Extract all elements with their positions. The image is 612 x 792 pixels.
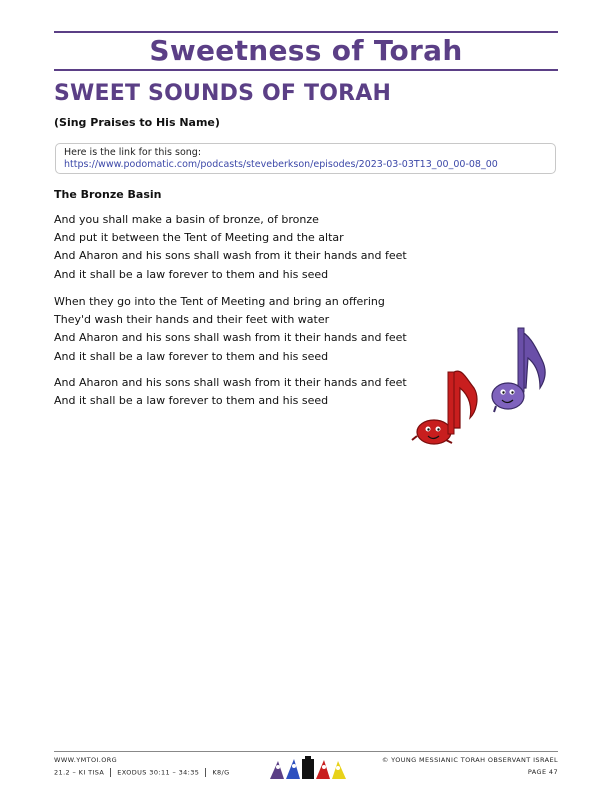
- lyric-line: And it shall be a law forever to them and his seed: [54, 394, 329, 408]
- lyric-line: They'd wash their hands and their feet with water: [54, 313, 330, 327]
- red-note-icon: [412, 371, 477, 444]
- lyric-line: And you shall make a basin of bronze, of bronze: [54, 213, 319, 226]
- section-title: SWEET SOUNDS OF TORAH: [54, 81, 392, 106]
- header-bottom-rule: [54, 69, 558, 71]
- lyric-line: When they go into the Tent of Meeting and bring an offering: [54, 295, 385, 308]
- lyric-line: And Aharon and his sons shall wash from it their hands and feet: [54, 376, 407, 389]
- footer-rule: [54, 751, 558, 752]
- section-subtitle: (Sing Praises to His Name): [54, 116, 220, 129]
- footer-lesson-info: [54, 768, 230, 778]
- verse-2: [54, 293, 407, 366]
- purple-note-icon: [492, 328, 545, 412]
- lyric-line: And put it between the Tent of Meeting and the altar: [54, 231, 344, 245]
- footer-scripture: EXODUS 30:11 – 34:35: [117, 768, 200, 777]
- lyric-line: And it shall be a law forever to them and his seed: [54, 349, 329, 363]
- song-link-box: [55, 143, 556, 174]
- footer-separator: [205, 768, 206, 777]
- footer-grades: K8/G: [212, 768, 230, 777]
- footer-separator: [110, 768, 111, 777]
- verse-1: [54, 211, 407, 284]
- footer-website: WWW.YMTOI.ORG: [54, 756, 118, 764]
- ymtoi-logo-icon: [268, 755, 348, 781]
- song-title: The Bronze Basin: [54, 188, 162, 201]
- link-intro: Here is the link for this song:: [64, 147, 202, 158]
- music-notes-icon: [410, 322, 560, 452]
- song-link[interactable]: https://www.podomatic.com/podcasts/steveberkson/episodes/2023-03-03T13_00_00-08_00: [64, 159, 498, 170]
- footer-page-number: PAGE 47: [527, 768, 558, 776]
- footer-copyright: © YOUNG MESSIANIC TORAH OBSERVANT ISRAEL: [381, 756, 558, 764]
- verse-3: [54, 374, 407, 410]
- footer-lesson: 21.2 – KI TISA: [54, 768, 105, 777]
- page-title: Sweetness of Torah: [149, 34, 463, 67]
- lyric-line: And Aharon and his sons shall wash from it their hands and feet: [54, 249, 407, 263]
- lyric-line: And it shall be a law forever to them and his seed: [54, 267, 329, 281]
- lyric-line: And Aharon and his sons shall wash from it their hands and feet: [54, 331, 407, 345]
